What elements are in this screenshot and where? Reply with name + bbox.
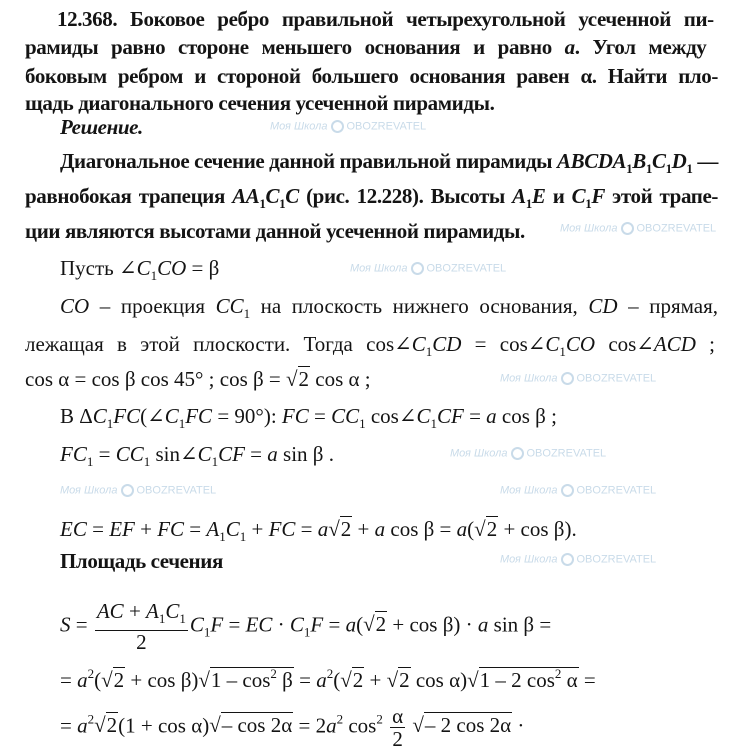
square-root [286, 366, 310, 392]
subscript: 1 [203, 624, 211, 640]
italic-symbol: FC [185, 404, 213, 428]
text-line [60, 705, 524, 750]
text-run: (рис. 12.228). Высоты [298, 184, 513, 208]
text-run: cos α = cos β cos 45° ; cos β = [25, 367, 287, 391]
italic-symbol: a [77, 668, 88, 692]
watermark [500, 553, 656, 566]
italic-symbol: C [571, 184, 586, 208]
watermark-logo-icon [511, 447, 524, 460]
italic-symbol: CF [436, 404, 464, 428]
italic-symbol: CO [565, 332, 596, 356]
subscript: 1 [178, 416, 186, 431]
subscript: 1 [585, 196, 592, 211]
text-run: ( [467, 517, 475, 541]
watermark-school-text: Моя Школа [500, 372, 558, 385]
italic-symbol: a [267, 442, 278, 466]
square-root [467, 661, 579, 693]
text-run: и [545, 184, 572, 208]
italic-symbol: ACD [653, 332, 696, 356]
denominator [136, 631, 147, 653]
text-run: · [272, 612, 290, 637]
italic-symbol: CD [432, 332, 462, 356]
text-run: + cos β) · [387, 612, 478, 637]
text-run: 2 [340, 517, 352, 541]
text-run: + [123, 599, 147, 623]
subscript: 1 [150, 268, 158, 283]
subscript: 1 [179, 611, 186, 626]
superscript: 2 [336, 711, 344, 727]
text-run: β [276, 668, 293, 692]
watermark-brand-text: OBOZREVATEL [346, 120, 427, 133]
italic-symbol: CC [331, 404, 360, 428]
square-root [328, 516, 352, 542]
text-run: 2 [375, 612, 387, 637]
text-run: 2 [352, 668, 364, 692]
text-run: = [60, 668, 78, 692]
subscript: 1 [219, 529, 226, 544]
text-run: + [352, 517, 375, 541]
watermark-logo-icon [561, 484, 574, 497]
italic-symbol: C [651, 149, 666, 173]
text-run: . Угол между [574, 35, 707, 59]
watermark-school-text: Моя Школа [560, 222, 618, 235]
italic-symbol: F [591, 184, 605, 208]
text-run: боковым ребром и стороной большего основания равен α. Найти пло- [25, 64, 718, 88]
text-run: = [308, 404, 332, 428]
text-line [25, 90, 494, 116]
text-line [57, 6, 714, 32]
watermark-brand-text: OBOZREVATEL [576, 372, 657, 385]
subscript: 1 [686, 161, 693, 176]
radicand [221, 712, 294, 737]
text-run: (∠ [140, 404, 165, 428]
radicand [298, 366, 311, 391]
text-run: = [295, 517, 318, 541]
watermark-brand-text: OBOZREVATEL [576, 484, 657, 497]
text-run: + [364, 668, 387, 692]
italic-symbol: FC [157, 517, 185, 541]
square-root [340, 667, 364, 693]
text-run: = [578, 668, 596, 692]
subscript: 1 [525, 196, 532, 211]
watermark [560, 222, 716, 235]
italic-symbol: C [285, 184, 299, 208]
superscript: 2 [87, 711, 95, 727]
text-run: sin β . [277, 442, 334, 466]
text-run: ( [94, 668, 102, 692]
watermark-school-text: Моя Школа [450, 447, 508, 460]
square-root [101, 667, 125, 693]
italic-symbol: C [189, 612, 204, 637]
text-run: 2 [392, 727, 403, 751]
text-run: sin∠ [150, 442, 198, 466]
superscript: 2 [554, 666, 562, 681]
italic-symbol: C [165, 599, 180, 623]
denominator [392, 728, 403, 750]
subscript: 1 [425, 344, 433, 359]
italic-symbol: ABCDA [556, 149, 627, 173]
text-line [60, 403, 557, 437]
square-root [363, 611, 387, 637]
radicand [106, 712, 119, 737]
watermark [450, 447, 606, 460]
text-run: = [70, 612, 93, 637]
watermark-logo-icon [411, 262, 424, 275]
text-run: – cos 2α [221, 713, 293, 738]
subscript: 1 [279, 196, 286, 211]
subscript: 1 [239, 529, 247, 544]
text-line [60, 600, 551, 653]
superscript: 2 [87, 666, 95, 681]
italic-symbol: A [146, 599, 159, 623]
italic-symbol: a [374, 517, 386, 541]
watermark-logo-icon [561, 553, 574, 566]
subscript: 1 [665, 161, 672, 176]
numerator [95, 600, 188, 631]
text-run: на плоскость нижнего основания, [250, 294, 589, 318]
text-run [383, 713, 388, 737]
text-run: = [93, 442, 116, 466]
subscript: 1 [626, 161, 633, 176]
italic-symbol: C [545, 332, 560, 356]
italic-symbol: FC [113, 404, 141, 428]
italic-symbol: a [486, 404, 497, 428]
text-run: (1 + cos α) [118, 713, 210, 738]
text-run: cos β = [385, 517, 457, 541]
watermark [500, 372, 656, 385]
radicand [375, 611, 388, 636]
italic-symbol: A [512, 184, 526, 208]
subscript: 1 [559, 344, 566, 359]
italic-symbol: a [477, 612, 489, 637]
watermark-brand-text: OBOZREVATEL [136, 484, 217, 497]
radicand [486, 516, 499, 541]
text-line [25, 183, 718, 217]
italic-symbol: a [456, 517, 468, 541]
watermark [500, 484, 656, 497]
watermark-logo-icon [121, 484, 134, 497]
italic-symbol: C [416, 404, 431, 428]
text-run: cos α ; [310, 367, 371, 391]
subscript: 1 [143, 454, 151, 469]
radicand [398, 667, 411, 692]
italic-symbol: a [317, 517, 329, 541]
text-line [60, 293, 718, 327]
text-run: · [512, 713, 525, 738]
subscript: 1 [106, 416, 114, 431]
text-run: = [244, 442, 268, 466]
watermark-brand-text: OBOZREVATEL [426, 262, 507, 275]
italic-symbol: A [206, 517, 220, 541]
superscript: 2 [326, 666, 334, 681]
text-line [25, 218, 525, 244]
text-run: — [692, 149, 718, 173]
text-line [60, 441, 334, 475]
text-run: В Δ [60, 404, 93, 428]
text-run: 1 – cos [210, 668, 271, 692]
watermark-school-text: Моя Школа [60, 484, 118, 497]
italic-symbol: C [197, 442, 212, 466]
watermark-brand-text: OBOZREVATEL [576, 553, 657, 566]
text-run: щадь диагонального сечения усеченной пирамиды. [25, 91, 495, 115]
watermark-brand-text: OBOZREVATEL [636, 222, 717, 235]
text-line [60, 148, 718, 182]
italic-symbol: C [265, 184, 280, 208]
text-run: + cos β) [125, 668, 199, 692]
square-root [474, 516, 498, 542]
text-run: = β [186, 256, 220, 280]
radicand [340, 516, 353, 541]
text-line [60, 516, 577, 550]
watermark-logo-icon [621, 222, 634, 235]
square-root [94, 712, 118, 738]
watermark [270, 120, 426, 133]
radicand [113, 667, 126, 692]
watermark-school-text: Моя Школа [500, 553, 558, 566]
italic-symbol: C [164, 404, 179, 428]
italic-symbol: C [225, 517, 240, 541]
radicand [424, 712, 512, 737]
text-run: 1 – 2 cos [479, 668, 555, 692]
italic-symbol: D [671, 149, 687, 173]
radicand [479, 667, 579, 692]
subscript: 1 [359, 416, 366, 431]
text-run: лежащая в этой плоскости. Тогда cos∠ [25, 332, 412, 356]
italic-symbol: C [411, 332, 426, 356]
radicand [352, 667, 365, 692]
text-line [60, 548, 223, 574]
text-run: = [60, 713, 78, 738]
text-run: Диагональное сечение данной правильной пирамиды [60, 149, 557, 173]
italic-symbol: FC [60, 442, 87, 466]
text-run: Пусть ∠ [60, 256, 137, 280]
numerator [390, 705, 405, 728]
text-run: = 2 [293, 713, 327, 738]
italic-symbol: C [136, 256, 151, 280]
text-run: рамиды равно стороне меньшего основания и равно [25, 35, 565, 59]
square-root [412, 712, 512, 738]
text-run: = [184, 517, 207, 541]
italic-symbol: EC [245, 612, 273, 637]
text-run: ( [333, 668, 341, 692]
italic-symbol: FC [281, 404, 309, 428]
text-run: = [223, 612, 246, 637]
text-run: – проекция [89, 294, 216, 318]
subscript: 1 [158, 611, 166, 626]
text-run: = [323, 612, 346, 637]
text-run: + [246, 517, 269, 541]
text-run: 2 [298, 367, 310, 391]
watermark-brand-text: OBOZREVATEL [526, 447, 607, 460]
text-run: ; [695, 332, 715, 356]
text-run: cos [343, 713, 377, 738]
watermark-logo-icon [331, 120, 344, 133]
text-run: = [86, 517, 110, 541]
italic-symbol: C [289, 612, 304, 637]
text-run: = [293, 668, 317, 692]
watermark-school-text: Моя Школа [270, 120, 328, 133]
italic-symbol: EF [109, 517, 135, 541]
fraction [390, 705, 405, 750]
subscript: 1 [645, 161, 652, 176]
watermark [60, 484, 216, 497]
text-run: Площадь сечения [60, 549, 223, 573]
italic-symbol: CO [157, 256, 187, 280]
subscript: 1 [86, 454, 94, 469]
subscript: 1 [211, 454, 219, 469]
subscript: 1 [259, 196, 266, 211]
text-run: cos∠ [365, 404, 417, 428]
italic-symbol: a [564, 35, 575, 59]
superscript: 2 [376, 711, 383, 727]
text-run: 2 [399, 668, 410, 692]
italic-symbol: AC [96, 599, 124, 623]
italic-symbol: F [310, 612, 324, 637]
italic-symbol: F [210, 612, 224, 637]
text-run: + cos β). [498, 517, 577, 541]
text-line [25, 63, 718, 89]
text-run: + [134, 517, 158, 541]
watermark-school-text: Моя Школа [500, 484, 558, 497]
italic-symbol: a [77, 713, 88, 738]
italic-symbol: a [326, 713, 337, 738]
italic-symbol: C [92, 404, 107, 428]
square-root [209, 712, 293, 738]
text-line [60, 255, 219, 289]
text-run: α [392, 704, 404, 728]
radicand [210, 667, 294, 692]
watermark-logo-icon [561, 372, 574, 385]
text-run: cos α) [410, 668, 468, 692]
subscript: 1 [303, 624, 311, 640]
text-run: этой трапе- [604, 184, 718, 208]
italic-symbol: a [345, 612, 357, 637]
text-run: 2 [486, 517, 498, 541]
italic-symbol: S [60, 612, 71, 637]
square-root [198, 661, 293, 693]
italic-symbol: CC [215, 294, 244, 318]
italic-symbol: CD [588, 294, 618, 318]
text-run: cos β ; [496, 404, 557, 428]
text-run: 2 [113, 668, 125, 692]
text-run: cos∠ [595, 332, 654, 356]
square-root [387, 667, 411, 693]
text-line [60, 114, 143, 140]
subscript: 1 [243, 306, 251, 321]
fraction [95, 600, 188, 653]
italic-symbol: FC [268, 517, 296, 541]
watermark-school-text: Моя Школа [350, 262, 408, 275]
text-run: α [561, 668, 578, 692]
text-run: – прямая, [617, 294, 719, 318]
italic-symbol: AA [232, 184, 260, 208]
text-run: 2 [106, 713, 118, 738]
watermark [350, 262, 506, 275]
italic-symbol: CC [115, 442, 144, 466]
text-line [60, 661, 596, 693]
italic-symbol: a [316, 668, 327, 692]
italic-symbol: EC [60, 517, 87, 541]
text-run: = [463, 404, 487, 428]
italic-symbol: Решение. [60, 115, 143, 139]
text-run: равнобокая трапеция [25, 184, 233, 208]
text-line [25, 331, 715, 365]
subscript: 1 [430, 416, 437, 431]
italic-symbol: CO [60, 294, 90, 318]
italic-symbol: B [632, 149, 646, 173]
text-run: sin β = [488, 612, 552, 637]
text-run: – 2 cos 2α [424, 713, 512, 738]
problem-number: 12.368. [57, 7, 118, 31]
superscript: 2 [270, 666, 277, 681]
text-run: ( [356, 612, 364, 637]
text-run: = 90°): [212, 404, 282, 428]
text-line [25, 34, 706, 60]
text-run: 2 [136, 630, 147, 654]
text-run: ции являются высотами данной усеченной пирамиды. [25, 219, 525, 243]
text-run: Боковое ребро правильной четырехугольной усеченной пи- [117, 7, 714, 31]
text-line [25, 366, 371, 392]
text-run: = cos∠ [461, 332, 546, 356]
italic-symbol: CF [218, 442, 245, 466]
italic-symbol: E [531, 184, 546, 208]
